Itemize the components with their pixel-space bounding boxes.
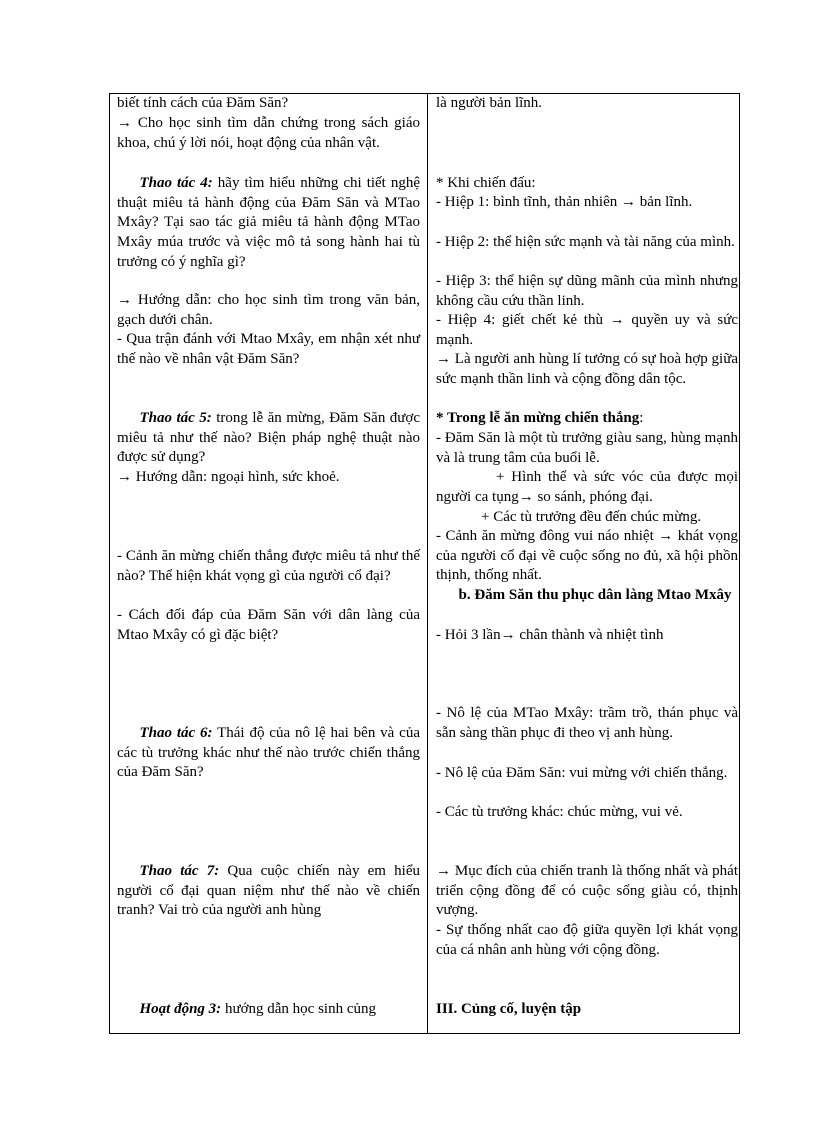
step-label: Thao tác 7: xyxy=(139,863,220,879)
section-heading: * Trong lễ ăn mừng chiến thắng xyxy=(436,410,640,426)
left-paragraph: - Qua trận đánh với Mtao Mxây, em nhận xét như thế nào về nhân vật Đăm Săn? xyxy=(117,331,420,367)
right-paragraph: - Nô lệ của MTao Mxây: trầm trồ, thán phục và sẵn sàng thần phục đi theo vị anh hùng. xyxy=(436,705,738,741)
right-paragraph: - Hiệp 4: giết chết kẻ thù → quyền uy và sức mạnh. xyxy=(436,312,738,348)
right-paragraph: - Các tù trưởng khác: chúc mừng, vui vẻ. xyxy=(436,804,683,820)
right-paragraph: * Khi chiến đấu: xyxy=(436,175,536,191)
left-paragraph: biết tính cách của Đăm Săn? xyxy=(117,95,289,111)
right-paragraph: - Hiệp 3: thể hiện sự dũng mãnh của mình nhưng không cầu cứu thần linh. xyxy=(436,273,738,309)
section-heading: b. Đăm Săn thu phục dân làng Mtao Mxây xyxy=(458,587,732,603)
left-paragraph: → Cho học sinh tìm dẫn chứng trong sách giáo khoa, chú ý lời nói, hoạt động của nhân vật. xyxy=(117,115,420,151)
step-label: Thao tác 4: xyxy=(139,175,213,191)
step-label: Thao tác 6: xyxy=(139,725,213,741)
step-label: Thao tác 5: xyxy=(139,410,212,426)
column-divider xyxy=(427,94,428,1033)
right-paragraph: - Hiệp 1: bình tĩnh, thản nhiên → bản lĩnh. xyxy=(436,194,693,210)
left-paragraph: Hoạt động 3: hướng dẫn học sinh củng xyxy=(139,1001,376,1017)
right-paragraph: → Mục đích của chiến tranh là thống nhất và phát triển cộng đồng để có cuộc sống giàu có, thịnh vượng. xyxy=(436,863,738,919)
left-paragraph: Thao tác 5: trong lễ ăn mừng, Đăm Săn được miêu tả như thế nào? Biện pháp nghệ thuật nào được sử dụng? xyxy=(117,410,421,466)
left-paragraph: - Cách đối đáp của Đăm Săn với dân làng của Mtao Mxây có gì đặc biệt? xyxy=(117,607,420,643)
section-heading: III. Củng cố, luyện tập xyxy=(436,1001,582,1017)
left-paragraph: Thao tác 4: hãy tìm hiểu những chi tiết nghệ thuật miêu tả hành động của Đăm Săn và MTao Mxây? Tại sao tác giả miêu tả hành động MTao Mxây múa trước và việc mô tả song hành hai tù trưởng có ý nghĩa gì? xyxy=(117,175,420,270)
left-paragraph: Thao tác 7: Qua cuộc chiến này em hiểu người cổ đại quan niệm như thế nào về chiến tranh? Vai trò của người anh hùng xyxy=(117,863,420,919)
right-paragraph: - Cảnh ăn mừng đông vui náo nhiệt → khát vọng của người cổ đại về cuộc sống no đủ, xã hội phồn thịnh, thống nhất. xyxy=(436,528,738,584)
left-paragraph: → Hướng dẫn: ngoại hình, sức khoẻ. xyxy=(117,469,340,485)
right-paragraph: → Là người anh hùng lí tưởng có sự hoà hợp giữa sức mạnh thần linh và cộng đồng dân tộc. xyxy=(436,351,738,387)
right-paragraph: + Hình thể và sức vóc của được mọi người ca tụng→ so sánh, phóng đại. xyxy=(436,469,738,505)
step-label: Hoạt động 3: xyxy=(139,1001,222,1017)
left-paragraph: → Hướng dẫn: cho học sinh tìm trong văn bản, gạch dưới chân. xyxy=(117,292,420,328)
right-paragraph: - Sự thống nhất cao độ giữa quyền lợi khát vọng của cá nhân anh hùng với cộng đồng. xyxy=(436,922,738,958)
right-paragraph: - Đăm Săn là một tù trưởng giàu sang, hùng mạnh và là trung tâm của buổi lễ. xyxy=(436,430,738,466)
right-paragraph: - Hỏi 3 lần→ chân thành và nhiệt tình xyxy=(436,627,664,643)
right-paragraph: - Nô lệ của Đăm Săn: vui mừng với chiến thắng. xyxy=(436,765,728,781)
left-paragraph: Thao tác 6: Thái độ của nô lệ hai bên và của các tù trưởng khác như thế nào trước chiến thắng của Đăm Săn? xyxy=(117,725,420,781)
right-paragraph: + Các tù trưởng đều đến chúc mừng. xyxy=(481,509,702,525)
right-paragraph: là người bản lĩnh. xyxy=(436,95,543,111)
right-paragraph: * Trong lễ ăn mừng chiến thắng: xyxy=(436,410,644,426)
left-paragraph: - Cảnh ăn mừng chiến thắng được miêu tả như thế nào? Thể hiện khát vọng gì của người cổ đại? xyxy=(117,548,420,584)
lesson-table xyxy=(109,93,740,1034)
right-paragraph: - Hiệp 2: thể hiện sức mạnh và tài năng của mình. xyxy=(436,234,735,250)
